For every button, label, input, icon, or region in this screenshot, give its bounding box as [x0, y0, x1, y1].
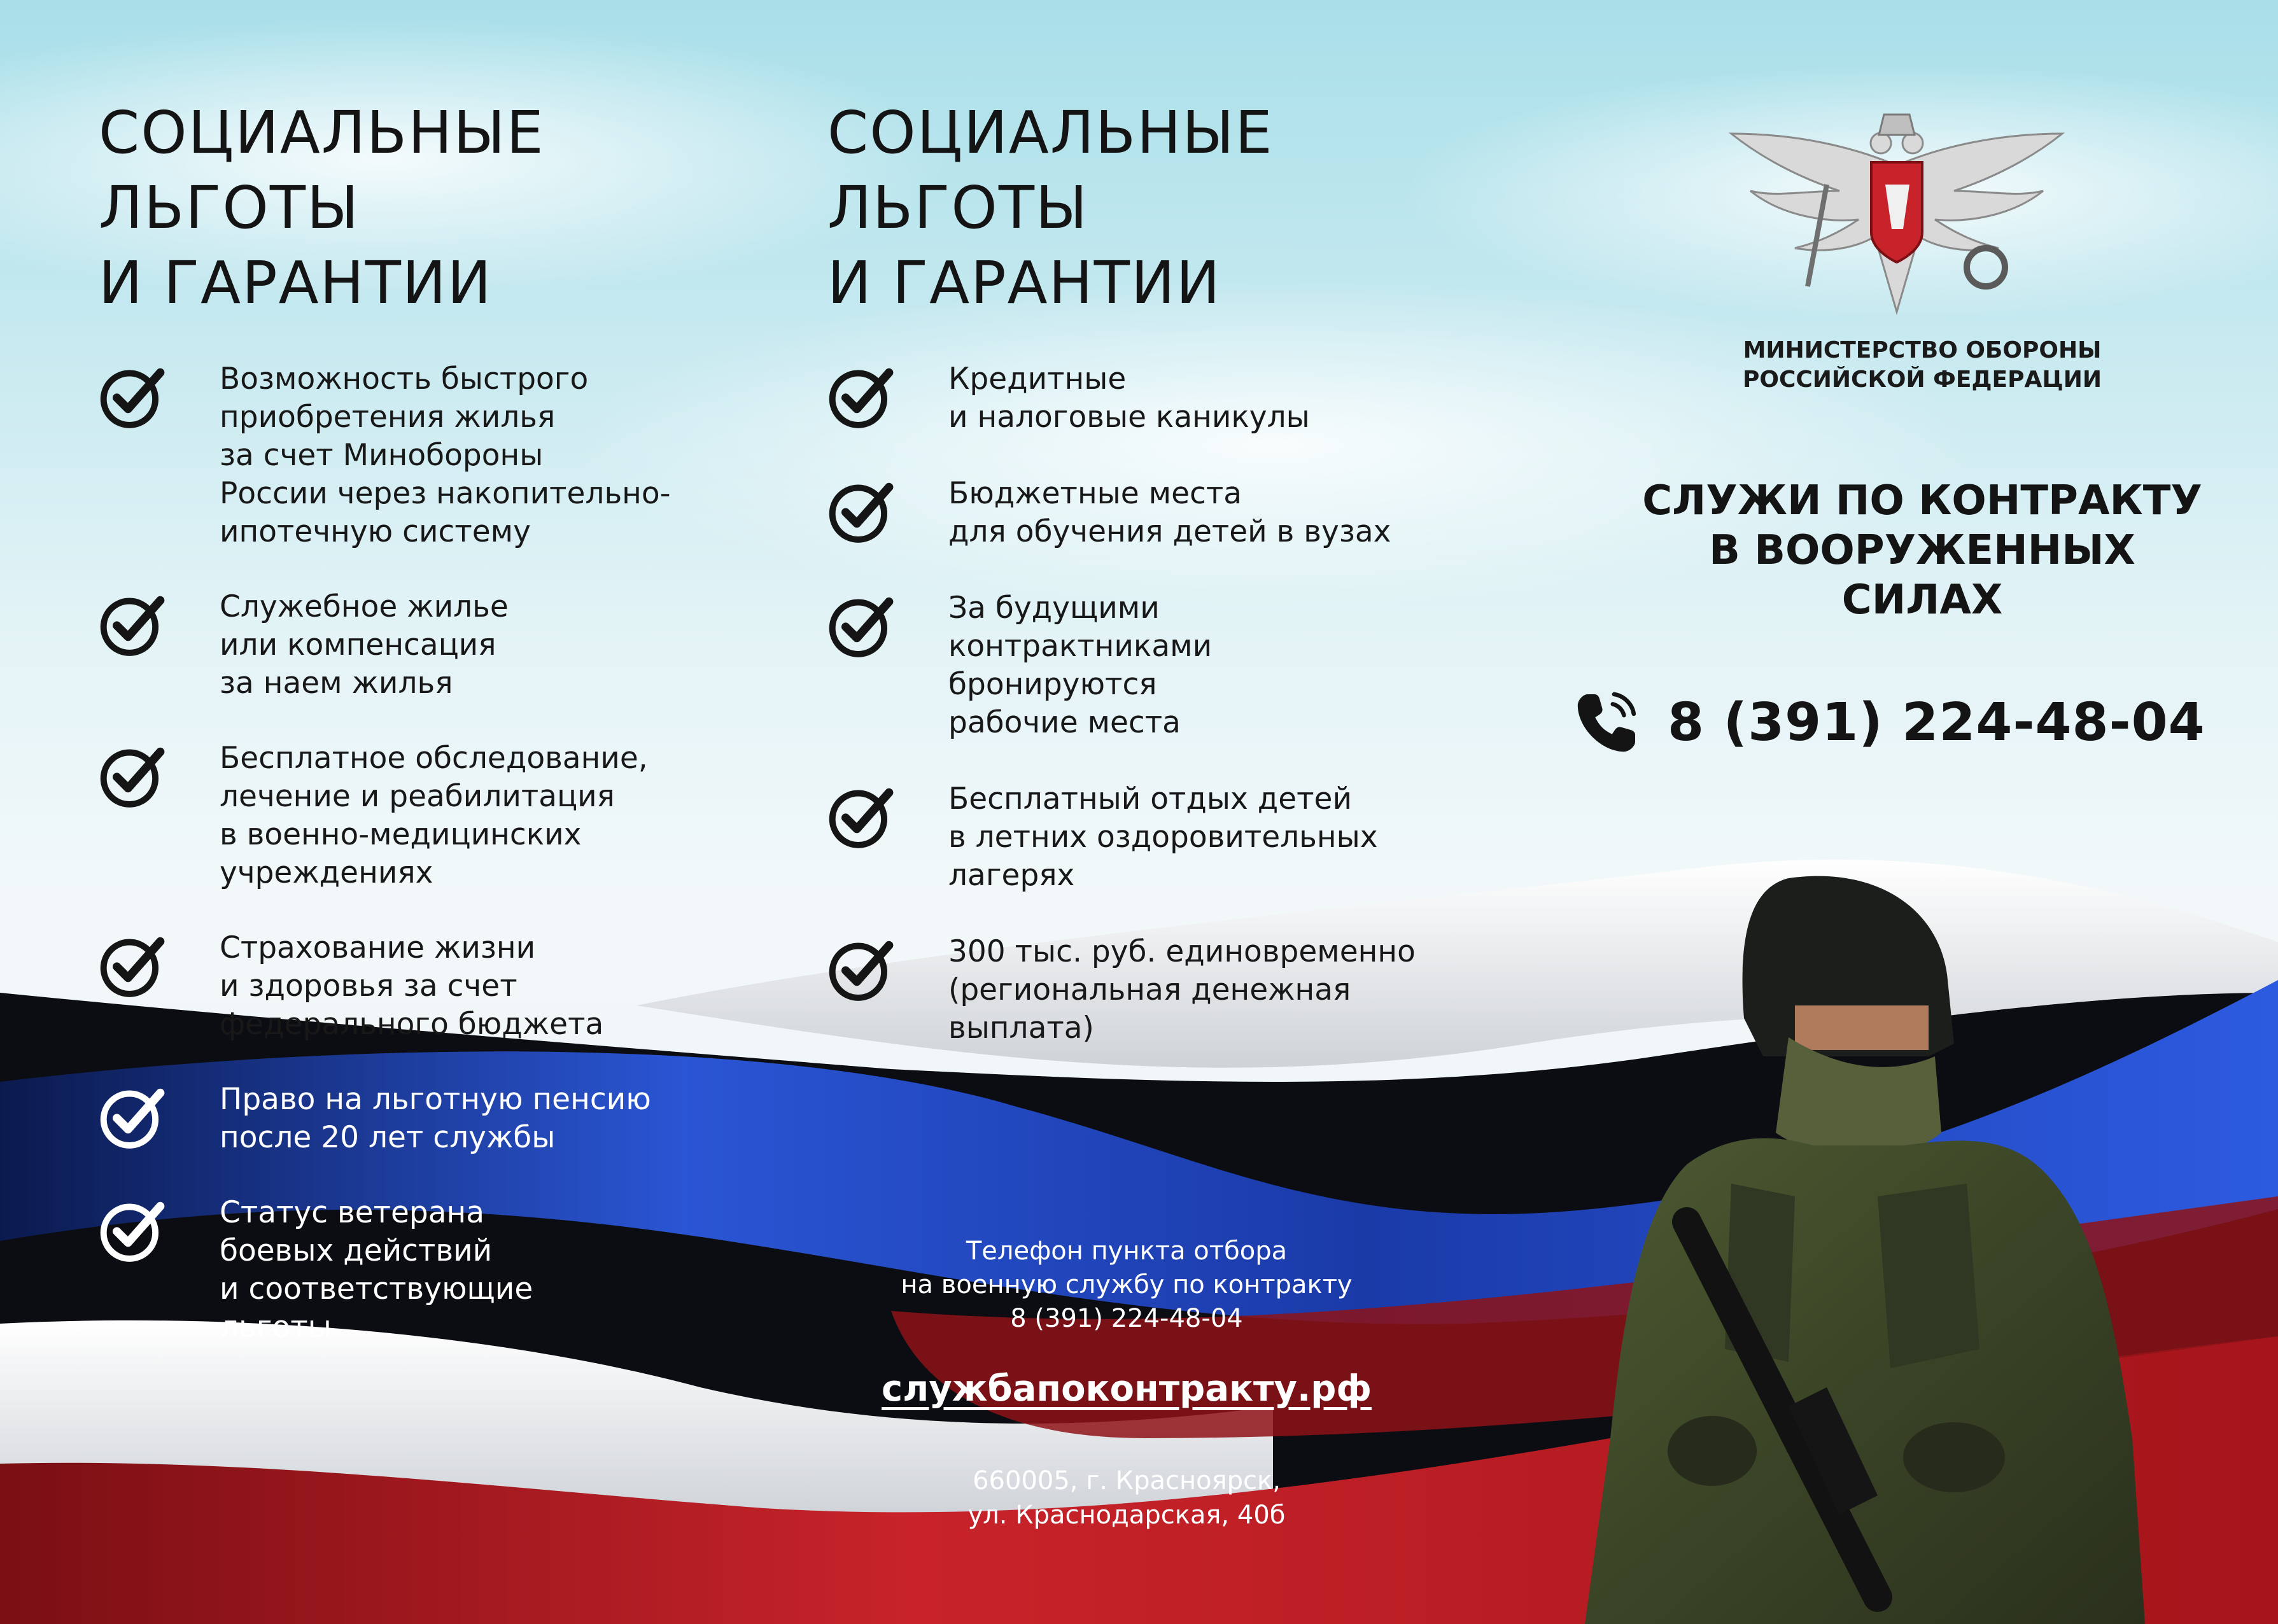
benefit-item: [827, 475, 1502, 551]
website-link[interactable]: службапоконтракту.рф: [882, 1368, 1372, 1410]
benefit-text: Служебное жилье или компенсация за наем жилья: [220, 589, 509, 701]
benefit-item: [99, 929, 735, 1044]
benefit-text: Право на льготную пенсию после 20 лет службы: [220, 1082, 651, 1155]
checkmark-icon: [827, 935, 897, 1005]
ministry-name: МИНИСТЕРСТВО ОБОРОНЫ РОССИЙСКОЙ ФЕДЕРАЦИИ: [1742, 337, 2102, 393]
ministry-of-defence-eagle-emblem: [1712, 95, 2081, 325]
phone-icon: [1572, 687, 1642, 757]
section-heading: СОЦИАЛЬНЫЕ ЛЬГОТЫ И ГАРАНТИИ: [99, 99, 545, 317]
benefit-text: 300 тыс. руб. единовременно (региональная денежная выплата): [948, 934, 1416, 1046]
benefit-item: [827, 780, 1502, 895]
benefit-text: Бесплатный отдых детей в летних оздоровительных лагерях: [948, 781, 1378, 893]
benefit-text: Бесплатное обследование, лечение и реабилитация в военно-медицинских учреждениях: [220, 741, 648, 890]
benefit-text: Бюджетные места для обучения детей в вузах: [948, 476, 1391, 549]
benefit-item: [827, 360, 1502, 437]
benefit-text: Кредитные и налоговые каникулы: [948, 361, 1310, 435]
checkmark-icon: [99, 363, 169, 433]
benefit-item: [99, 1194, 735, 1347]
benefit-item: [99, 739, 735, 892]
benefit-item: [99, 360, 735, 551]
phone-number[interactable]: 8 (391) 224-48-04: [1668, 692, 2205, 753]
phone-row: [1572, 687, 2205, 757]
section-heading: СОЦИАЛЬНЫЕ ЛЬГОТЫ И ГАРАНТИИ: [827, 99, 1274, 317]
benefit-text: Возможность быстрого приобретения жилья за счет Минобороны России через накопительно- ипотечную систему: [220, 361, 671, 549]
benefit-text: Статус ветерана боевых действий и соответствующие льготы: [220, 1195, 533, 1345]
checkmark-icon: [827, 477, 897, 547]
benefit-item: [99, 1081, 735, 1157]
benefit-text: За будущими контрактниками бронируются рабочие места: [948, 591, 1213, 740]
checkmark-icon: [827, 783, 897, 853]
checkmark-icon: [827, 592, 897, 662]
slogan: СЛУЖИ ПО КОНТРАКТУ В ВООРУЖЕННЫХ СИЛАХ: [1642, 477, 2202, 624]
benefit-text: Страхование жизни и здоровья за счет федерального бюджета: [220, 930, 604, 1042]
soldier-image: [1521, 865, 2158, 1624]
checkmark-icon: [827, 363, 897, 433]
checkmark-icon: [99, 591, 169, 661]
benefits-column-middle: [827, 95, 1502, 1088]
checkmark-icon: [99, 1083, 169, 1153]
benefit-item: [827, 589, 1502, 742]
checkmark-icon: [99, 742, 169, 812]
recruitment-office-label: Телефон пункта отбора на военную службу по контракту 8 (391) 224-48-04: [901, 1236, 1353, 1333]
checkmark-icon: [99, 932, 169, 1002]
benefit-item: [827, 933, 1502, 1047]
address: 660005, г. Красноярск, ул. Краснодарская, 40б: [967, 1466, 1286, 1530]
benefits-column-left: [99, 95, 735, 1387]
checkmark-icon: [99, 1196, 169, 1266]
benefit-item: [99, 588, 735, 703]
